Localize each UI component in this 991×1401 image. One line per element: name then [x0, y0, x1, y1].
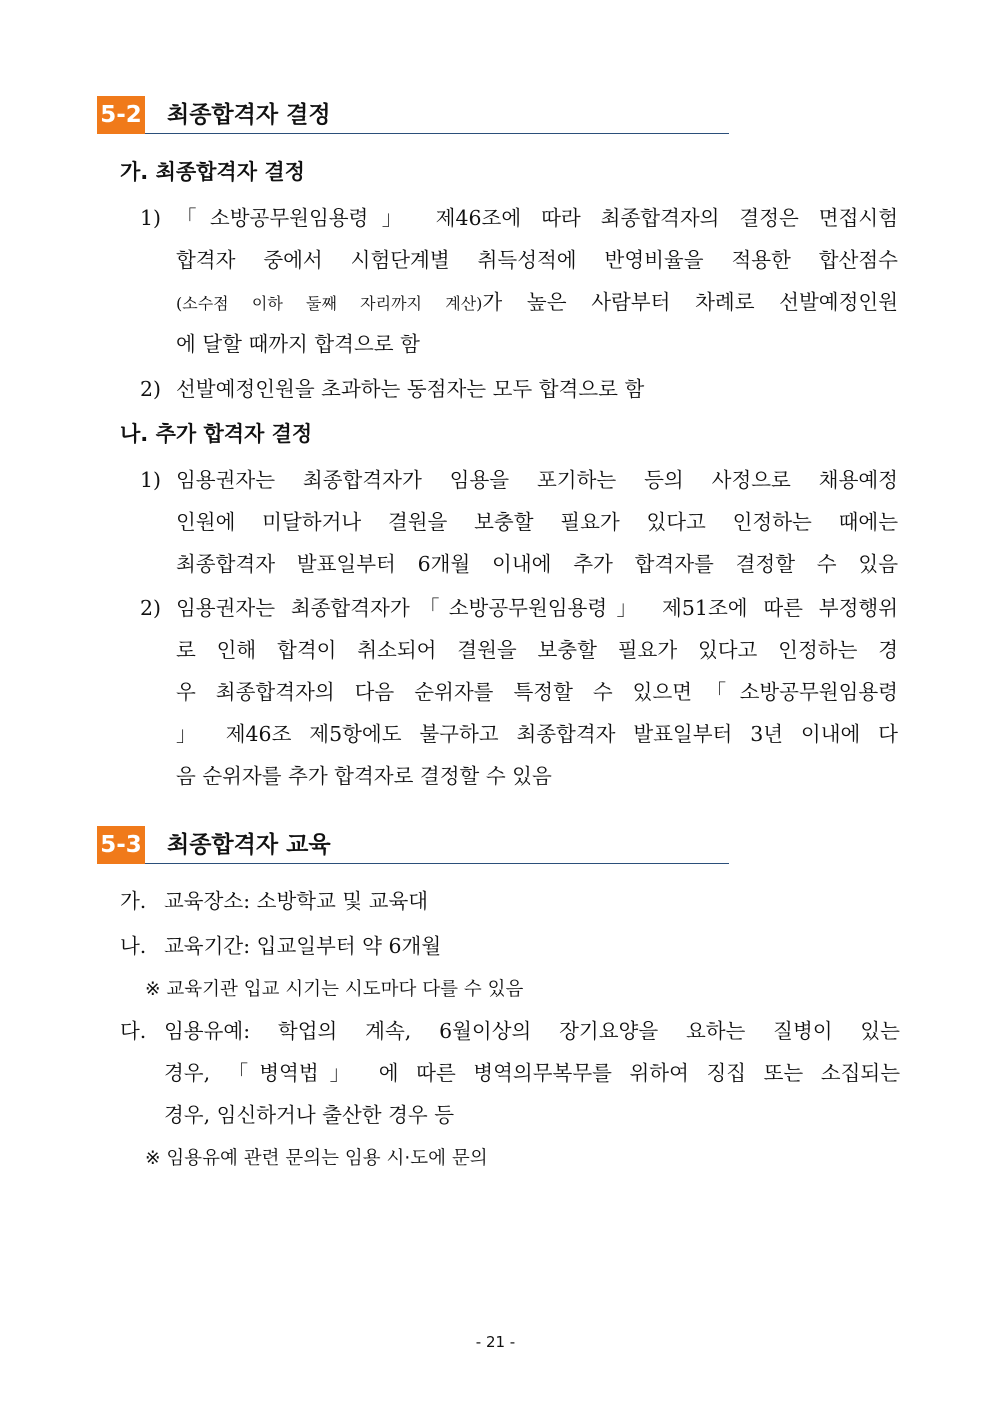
section-heading-5-3 — [97, 826, 729, 866]
paragraph-line: 교육기간: 입교일부터 약 6개월 — [164, 934, 442, 958]
paragraph-line: 최종합격자 발표일부터 6개월 이내에 추가 합격자를 결정할 수 있음 — [176, 552, 898, 576]
section-underline — [145, 863, 729, 864]
section-number-badge: 5-3 — [97, 826, 145, 864]
note-education-entry: ※ 교육기관 입교 시기는 시도마다 다를 수 있음 — [145, 979, 524, 1000]
section-title: 최종합격자 교육 — [167, 832, 331, 858]
subheading-final-pass: 가. 최종합격자 결정 — [120, 160, 305, 184]
section-underline — [145, 133, 729, 134]
paragraph-line: 경우, 「병역법」 에 따른 병역의무복무를 위하여 징집 또는 소집되는 — [164, 1061, 900, 1085]
paragraph-line — [176, 281, 898, 323]
paragraph-line: 선발예정인원을 초과하는 동점자는 모두 합격으로 함 — [176, 377, 645, 401]
note-deferral-inquiry: ※ 임용유예 관련 문의는 임용 시·도에 문의 — [145, 1148, 488, 1169]
paragraph-line: 경우, 임신하거나 출산한 경우 등 — [164, 1103, 455, 1127]
section-heading-5-2 — [97, 96, 729, 136]
item-label: 나. — [120, 934, 147, 958]
item-number: 1) — [140, 206, 162, 230]
paragraph-line: 임용유예: 학업의 계속, 6월이상의 장기요양을 요하는 질병이 있는 — [164, 1019, 900, 1043]
paragraph-line: 합격자 중에서 시험단계별 취득성적에 반영비율을 적용한 합산점수 — [176, 248, 898, 272]
subheading-additional-pass: 나. 추가 합격자 결정 — [120, 422, 313, 446]
paragraph-line: 「소방공무원임용령」 제46조에 따라 최종합격자의 결정은 면접시험 — [176, 206, 898, 230]
paragraph-line: 교육장소: 소방학교 및 교육대 — [164, 889, 429, 913]
paragraph-line: 임용권자는 최종합격자가「소방공무원임용령」 제51조에 따른 부정행위 — [176, 596, 898, 620]
item-label: 가. — [120, 889, 147, 913]
paragraph-text: 가 높은 사람부터 차례로 선발예정인원 — [482, 290, 898, 314]
section-number-badge: 5-2 — [97, 96, 145, 134]
small-note-text: (소수점 이하 둘째 자리까지 계산) — [176, 294, 483, 313]
paragraph-line: 임용권자는 최종합격자가 임용을 포기하는 등의 사정으로 채용예정 — [176, 468, 898, 492]
item-number: 2) — [140, 377, 162, 401]
paragraph-line: 」 제46조 제5항에도 불구하고 최종합격자 발표일부터 3년 이내에 다 — [176, 722, 898, 746]
item-label: 다. — [120, 1019, 147, 1043]
paragraph-line: 인원에 미달하거나 결원을 보충할 필요가 있다고 인정하는 때에는 — [176, 510, 898, 534]
paragraph-line: 에 달할 때까지 합격으로 함 — [176, 332, 420, 356]
paragraph-line: 음 순위자를 추가 합격자로 결정할 수 있음 — [176, 764, 552, 788]
paragraph-line: 우 최종합격자의 다음 순위자를 특정할 수 있으면「소방공무원임용령 — [176, 680, 898, 704]
section-title: 최종합격자 결정 — [167, 102, 331, 128]
paragraph-line: 로 인해 합격이 취소되어 결원을 보충할 필요가 있다고 인정하는 경 — [176, 638, 898, 662]
item-number: 1) — [140, 468, 162, 492]
item-number: 2) — [140, 596, 162, 620]
page-number: - 21 - — [475, 1333, 516, 1351]
